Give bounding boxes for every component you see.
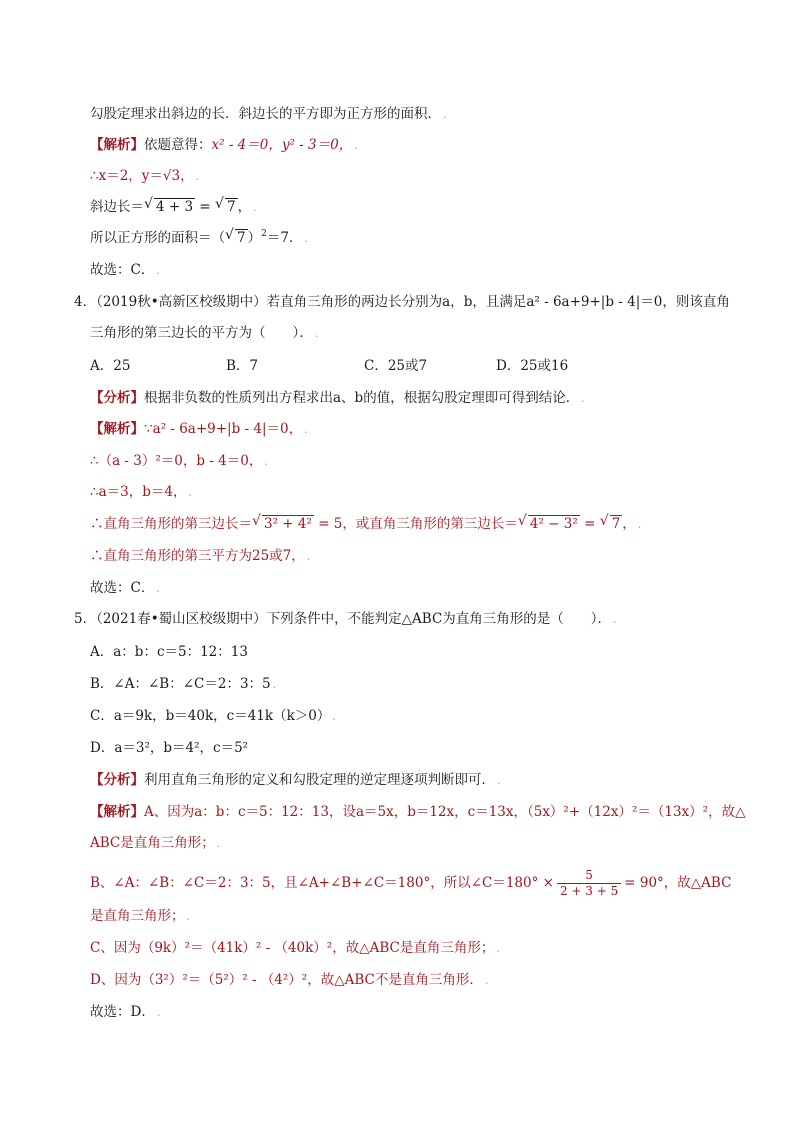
option-c: C．25或7: [364, 358, 428, 374]
analysis-label: 【分析】: [90, 390, 144, 406]
question-stem: 5．（2021春•蜀山区校级期中）下列条件中，不能判定△ABC为直角三角形的是（ ）． .: [74, 611, 617, 627]
question-stem: 4．（2019秋•高新区校级期中）若直角三角形的两边长分别为a，b，且满足a² - 6a+9+|b - 4|＝0，则该直角: [74, 294, 730, 310]
step-line: 所以正方形的面积＝（√ 7 ）$^2$＝7． .: [90, 228, 308, 249]
step-line: C、因为（9k）²＝（41k）² - （40k）²，故△ABC是直角三角形； .: [90, 940, 500, 956]
solution-line: 【解析】依题意得：x² - 4＝0，y² - 3＝0， .: [90, 137, 358, 153]
analysis-label: 【分析】: [90, 772, 144, 788]
solution-label: 【解析】: [90, 137, 144, 153]
analysis-line: 【分析】根据非负数的性质列出方程求出a、b的值，根据勾股定理即可得到结论． .: [90, 390, 585, 406]
option-a: A．25: [90, 358, 131, 374]
fraction: $\frac{5}{2 + 3 + 5}$: [557, 868, 621, 899]
answer-line: 故选：C． .: [90, 580, 160, 596]
option-d: D．a＝3²，b＝4²，c＝5²: [90, 740, 249, 756]
solution-label: 【解析】: [90, 804, 144, 820]
solution-line: 【解析】A、因为a：b：c＝5：12：13，设a＝5x，b＝12x，c＝13x，（5x）²+（12x）²＝（13x）²，故△: [90, 804, 746, 820]
step-line: ∴直角三角形的第三边长＝√ 3² + 4² = 5，或直角三角形的第三边长＝√ 4² − 3² = √ 7 ， .: [90, 514, 641, 535]
step-line: ABC是直角三角形； .: [90, 835, 221, 851]
answer-line: 故选：D． .: [90, 1004, 161, 1020]
step-line: ∴a＝3，b＝4， .: [90, 484, 192, 500]
analysis-line: 【分析】利用直角三角形的定义和勾股定理的逆定理逐项判断即可． .: [90, 772, 501, 788]
option-d: D．25或16: [496, 358, 569, 374]
step-line: ∴直角三角形的第三平方为25或7， .: [90, 548, 311, 564]
step-line: B、∠A：∠B：∠C＝2：3：5，且∠A+∠B+∠C＝180°，所以∠C＝180° × $\frac{5}{2 + 3 + 5}$ = 90°，故△ABC: [90, 868, 732, 898]
solution-line: 【解析】∵a² - 6a+9+|b - 4|＝0， .: [90, 421, 308, 437]
step-line: 是直角三角形； .: [90, 908, 190, 924]
step-line: ∴x＝2，y＝√3， .: [90, 168, 200, 184]
step-line: D、因为（3²）²＝（5²）² - （4²）²，故△ABC不是直角三角形． .: [90, 972, 489, 988]
step-line: 斜边长＝√ 4 + 3 = √ 7 ， .: [90, 197, 257, 218]
option-c: C．a＝9k，b＝40k，c＝41k（k＞0） .: [90, 708, 336, 724]
answer-line: 故选：C． .: [90, 262, 160, 278]
option-a: A．a：b：c＝5：12：13: [90, 644, 248, 660]
option-b: B．7: [226, 358, 259, 374]
question-stem-cont: 三角形的第三边长的平方为（ ）． .: [90, 325, 319, 341]
text-line: 勾股定理求出斜边的长．斜边长的平方即为正方形的面积． .: [90, 106, 447, 122]
solution-label: 【解析】: [90, 421, 144, 437]
step-line: ∴（a - 3）²＝0，b - 4＝0， .: [90, 453, 268, 469]
option-b: B．∠A：∠B：∠C＝2：3：5 .: [90, 676, 277, 692]
